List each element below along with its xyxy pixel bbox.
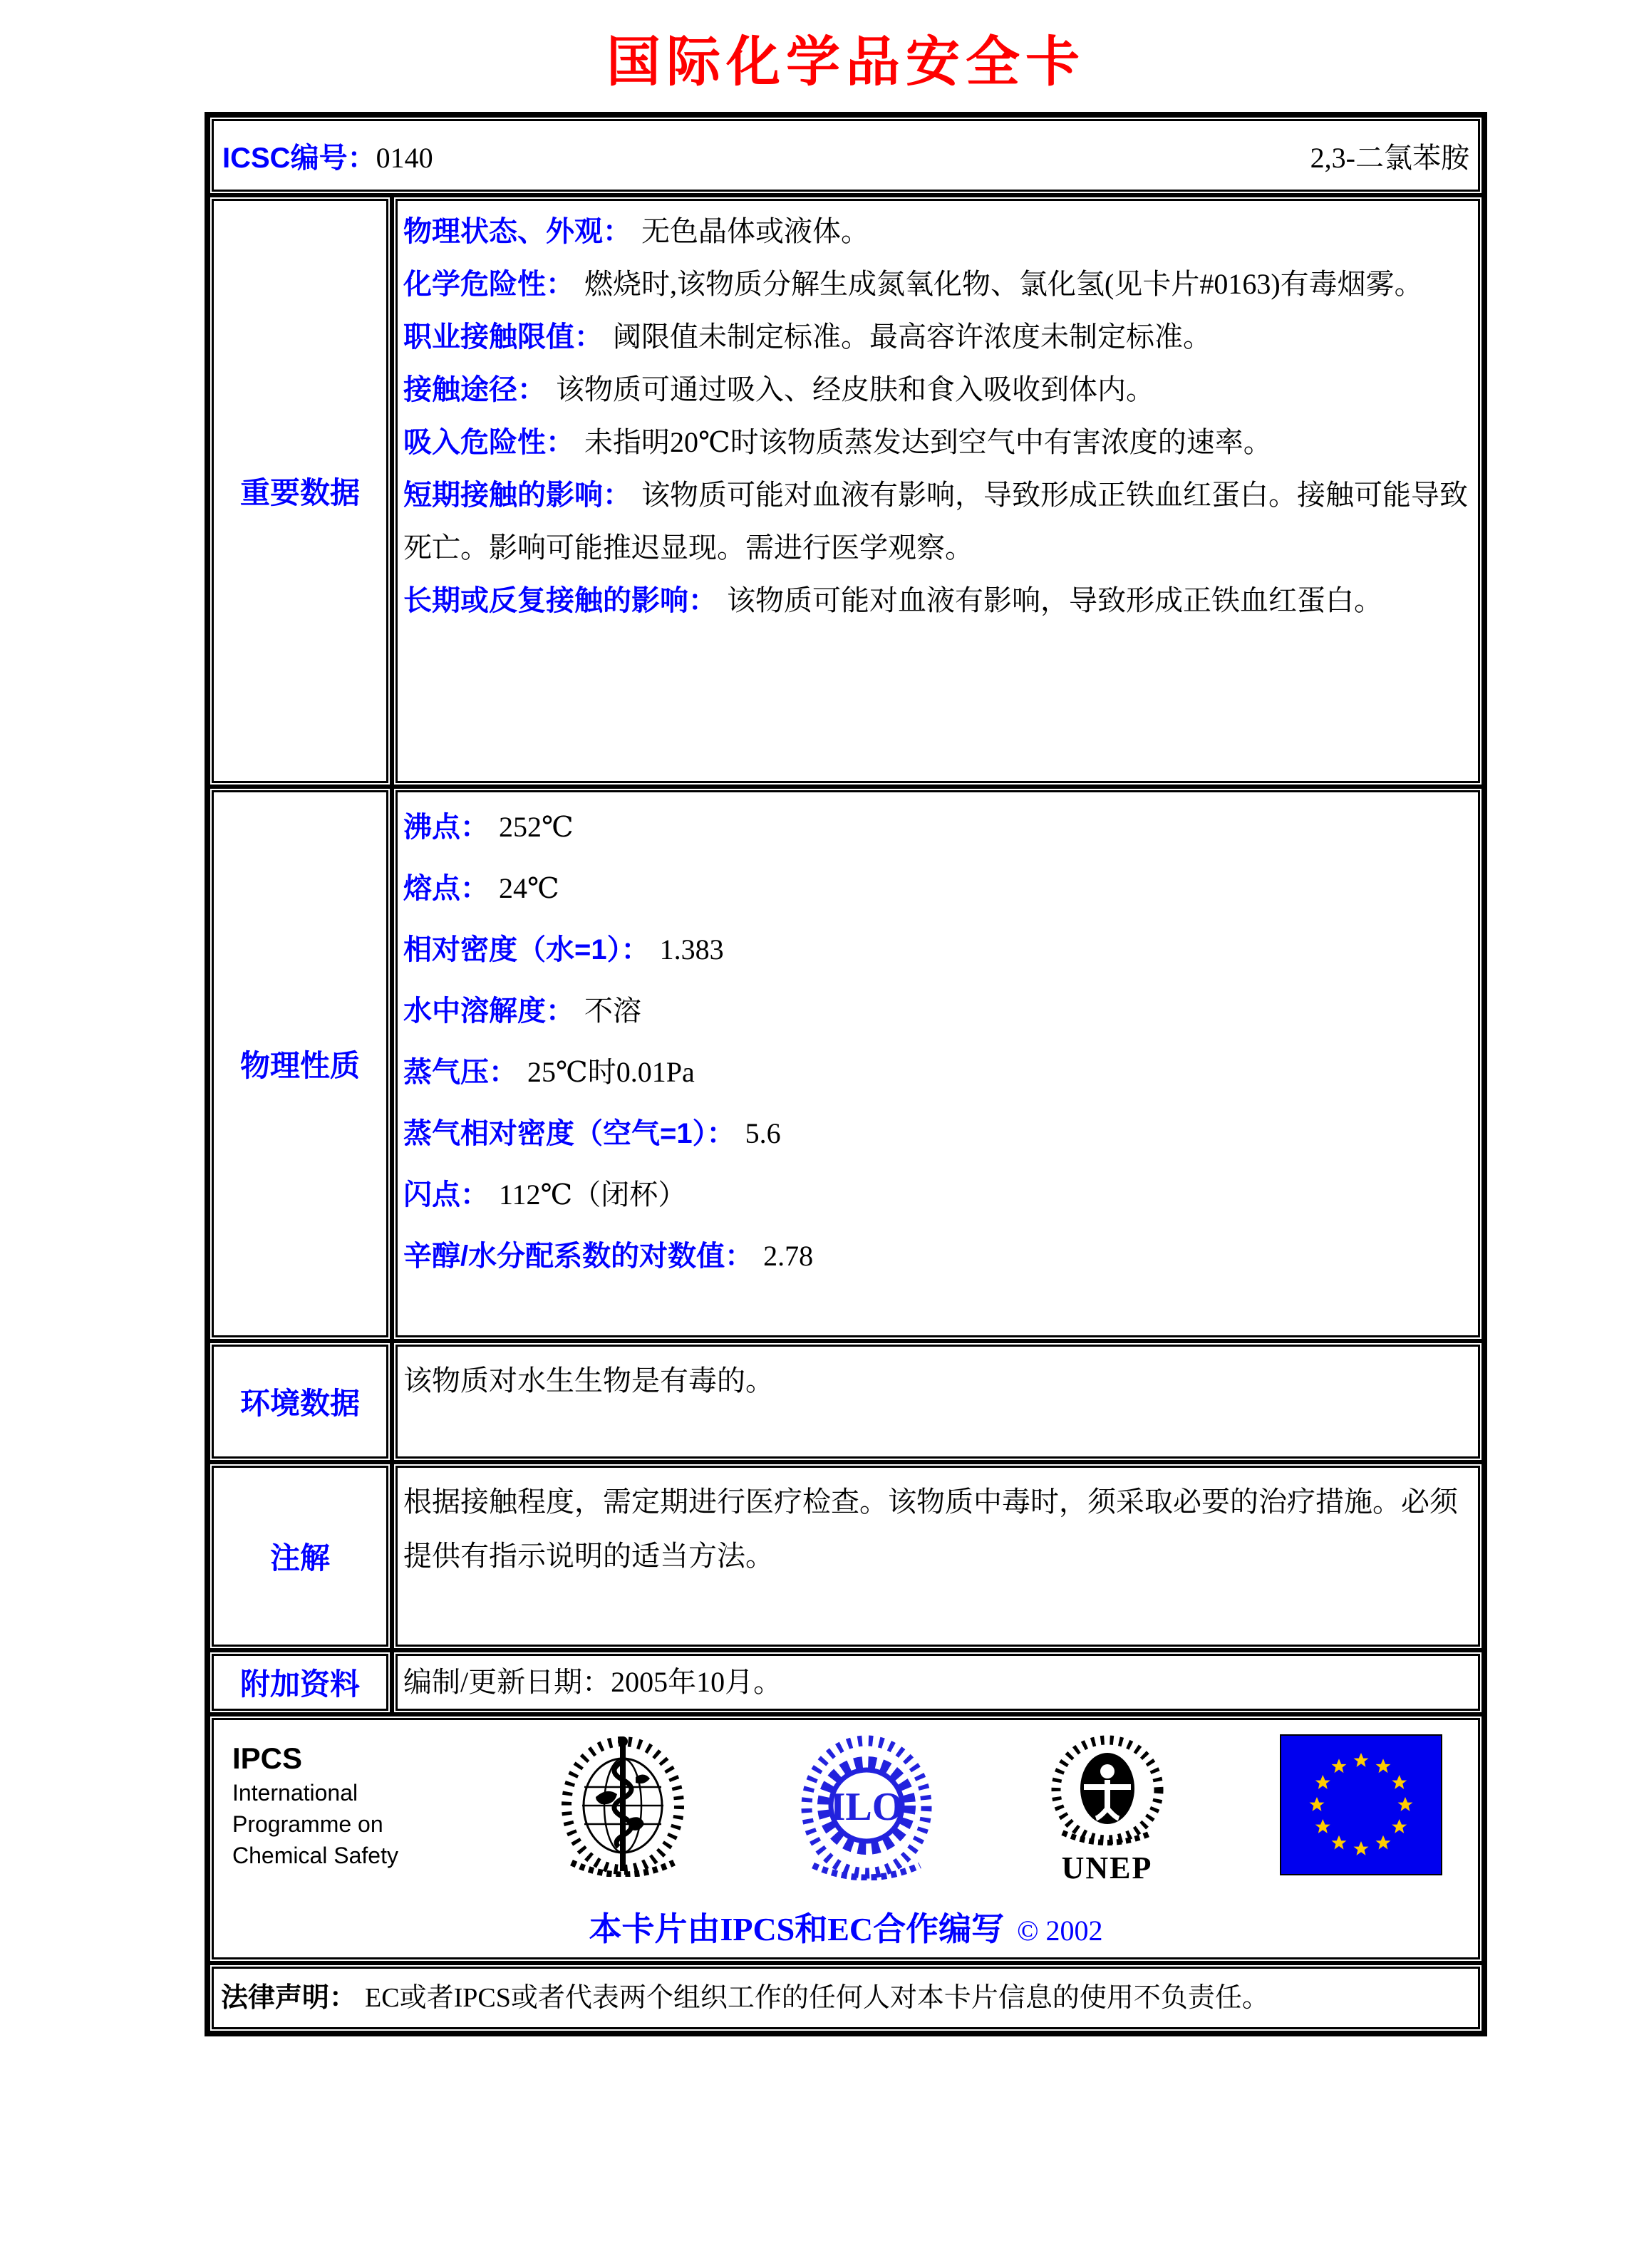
additional-info-row — [208, 1650, 1484, 1714]
unep-emblem-icon — [1047, 1839, 1168, 1851]
field-line — [403, 1103, 1468, 1164]
ipcs-line: International — [232, 1780, 358, 1806]
icsc-card-table — [205, 112, 1487, 2036]
field-label: 沸点： — [403, 812, 489, 843]
field-line — [403, 858, 1468, 919]
svg-text:ILO: ILO — [829, 1785, 904, 1829]
additional-info-row-label: 附加资料 — [208, 1650, 392, 1714]
field-line — [403, 1042, 1468, 1103]
field-line — [403, 1226, 1468, 1287]
field-value: 无色晶体或液体。 — [641, 215, 869, 247]
icsc-number-label: ICSC编号： — [222, 142, 376, 174]
field-line — [403, 416, 1468, 469]
eu-flag-icon — [1280, 1734, 1442, 1879]
important-data-row — [208, 195, 1484, 787]
legal-label: 法律声明： — [221, 1983, 357, 2013]
legal-row — [208, 1963, 1484, 2033]
field-label: 蒸气相对密度（空气=1）： — [403, 1118, 735, 1149]
physical-properties-row — [208, 787, 1484, 1341]
field-line — [403, 1164, 1468, 1226]
ipcs-line: Chemical Safety — [232, 1843, 398, 1868]
ipcs-acronym: IPCS — [232, 1741, 303, 1775]
ilo-emblem-icon — [799, 1734, 934, 1884]
field-line — [403, 258, 1468, 311]
important-data-content — [392, 195, 1484, 787]
notes-row — [208, 1462, 1484, 1650]
field-line — [403, 574, 1468, 627]
field-value: 1.383 — [659, 933, 724, 965]
field-value: 燃烧时,该物质分解生成氮氧化物、氯化氢(见卡片#0163)有毒烟雾。 — [584, 268, 1423, 300]
field-label: 闪点： — [403, 1179, 489, 1211]
field-value: 未指明20℃时该物质蒸发达到空气中有害浓度的速率。 — [584, 426, 1272, 458]
who-emblem-icon — [559, 1734, 687, 1880]
credit-line — [228, 1903, 1464, 1950]
field-value: 该物质可能对血液有影响，导致形成正铁血红蛋白。 — [727, 584, 1382, 616]
field-value: 2.78 — [763, 1240, 814, 1272]
additional-info-text: 编制/更新日期：2005年10月。 — [403, 1666, 782, 1698]
field-label: 蒸气压： — [403, 1057, 517, 1088]
ipcs-text-block — [232, 1734, 446, 1871]
field-label: 物理状态、外观： — [403, 216, 631, 247]
field-value: 252℃ — [499, 811, 574, 843]
card-header-cell — [208, 115, 1484, 195]
notes-row-label: 注解 — [208, 1462, 392, 1650]
icsc-number-value: 0140 — [376, 141, 433, 174]
important-data-row-label: 重要数据 — [208, 195, 392, 787]
field-value: 24℃ — [499, 872, 559, 904]
field-label: 化学危险性： — [403, 269, 574, 300]
environmental-data-text: 该物质对水生生物是有毒的。 — [403, 1365, 774, 1397]
additional-info-content — [392, 1650, 1484, 1714]
physical-properties-content — [392, 787, 1484, 1341]
field-value: 阈限值未制定标准。最高容许浓度未制定标准。 — [613, 321, 1211, 353]
field-label: 短期接触的影响： — [403, 480, 631, 511]
field-value: 不溶 — [584, 995, 641, 1027]
notes-content — [392, 1462, 1484, 1650]
credit-year: © 2002 — [1017, 1915, 1103, 1947]
logos-cell — [208, 1714, 1484, 1963]
field-label: 职业接触限值： — [403, 321, 603, 353]
field-line — [403, 205, 1468, 258]
icsc-number-group — [222, 135, 433, 176]
field-label: 吸入危险性： — [403, 427, 574, 458]
field-value: 该物质可通过吸入、经皮肤和食入吸收到体内。 — [556, 373, 1154, 405]
field-line — [403, 980, 1468, 1042]
field-line — [403, 363, 1468, 416]
notes-text: 根据接触程度，需定期进行医疗检查。该物质中毒时，须采取必要的治疗措施。必须提供有指示说明的适当方法。 — [403, 1486, 1458, 1572]
ipcs-line: Programme on — [232, 1811, 383, 1837]
chemical-name: 2,3-二氯苯胺 — [1310, 141, 1469, 174]
field-label: 长期或反复接触的影响： — [403, 585, 717, 616]
unep-caption: UNEP — [1061, 1850, 1153, 1885]
legal-cell — [208, 1963, 1484, 2033]
field-line — [403, 797, 1468, 858]
field-label: 辛醇/水分配系数的对数值： — [403, 1241, 754, 1272]
credit-text: 本卡片由IPCS和EC合作编写 — [589, 1911, 1005, 1947]
field-value: 该物质可能对血液有影响，导致形成正铁血红蛋白。接触可能导致死亡。影响可能推迟显现。需进行医学观察。 — [403, 479, 1468, 564]
field-label: 熔点： — [403, 873, 489, 904]
unep-logo-block — [1047, 1734, 1168, 1885]
field-line — [403, 469, 1468, 574]
page-title: 国际化学品安全卡 — [606, 33, 1085, 93]
field-value: 112℃（闭杯） — [499, 1179, 687, 1211]
environmental-data-content — [392, 1341, 1484, 1462]
legal-text: EC或者IPCS或者代表两个组织工作的任何人对本卡片信息的使用不负责任。 — [365, 1983, 1269, 2013]
card-header-row — [208, 115, 1484, 195]
field-label: 接触途径： — [403, 374, 546, 405]
environmental-data-row — [208, 1341, 1484, 1462]
field-value: 5.6 — [745, 1117, 781, 1149]
logos-row — [208, 1714, 1484, 1963]
physical-properties-row-label: 物理性质 — [208, 787, 392, 1341]
field-label: 相对密度（水=1）： — [403, 934, 650, 965]
field-value: 25℃时0.01Pa — [527, 1056, 695, 1088]
environmental-data-row-label: 环境数据 — [208, 1341, 392, 1462]
field-line — [403, 311, 1468, 363]
field-label: 水中溶解度： — [403, 995, 574, 1027]
field-line — [403, 919, 1468, 980]
